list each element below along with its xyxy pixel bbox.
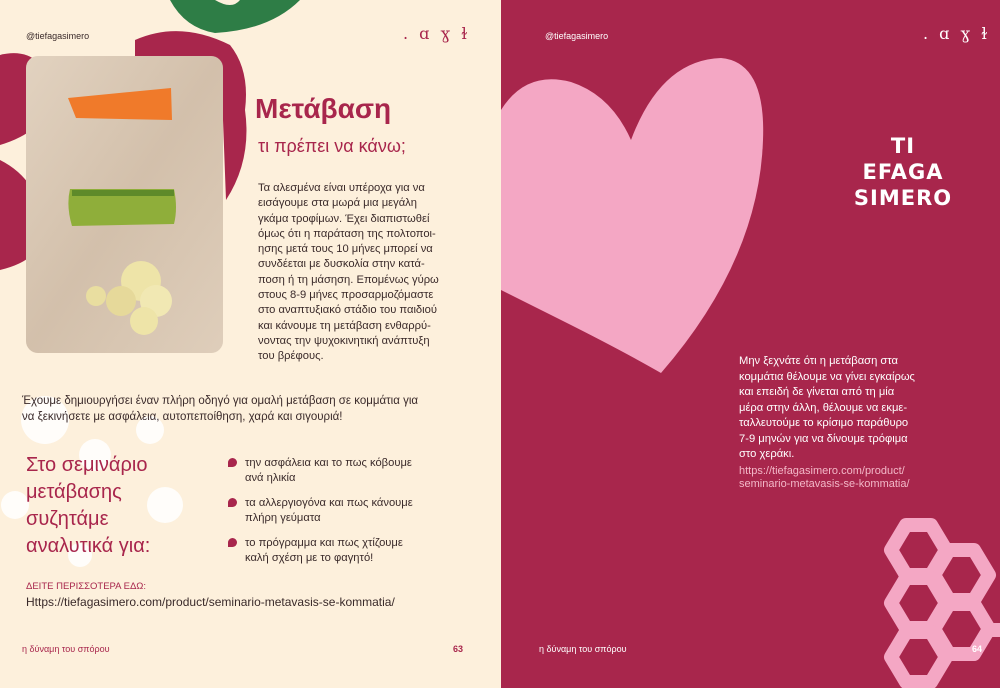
body-paragraph [258, 181, 476, 365]
cauliflower-part [106, 286, 136, 316]
product-link[interactable] [739, 465, 910, 491]
intro-line: Έχουμε δημιουργήσει έναν πλήρη οδηγό για ομαλή μετάβαση σε κομμάτια για [22, 395, 419, 407]
reminder-line: στο χεράκι. [739, 448, 795, 460]
bullet-leaf-icon [228, 498, 237, 507]
body-line: ησης μετά τους 10 μήνες μπορεί να [258, 243, 433, 256]
body-line: και κάνουμε τη μετάβαση ενθαρρύ- [258, 319, 431, 332]
brand-logo-line: EFAGA [862, 160, 944, 184]
list-item-line: την ασφάλεια και το πως κόβουμε [245, 457, 412, 469]
product-link-line[interactable]: https://tiefagasimero.com/product/ [739, 465, 905, 477]
body-line: Τα αλεσμένα είναι υπέροχα για να [258, 182, 425, 194]
list-item [228, 456, 478, 486]
list-item-text [245, 536, 403, 566]
social-handle: @tiefagasimero [545, 31, 609, 41]
reminder-line: ταλλευτούμε το κρίσιμο παράθυρο [739, 417, 909, 429]
page-number: 64 [972, 644, 983, 654]
brand-logo-line: TI [890, 134, 916, 158]
list-item [228, 536, 478, 566]
list-item-text [245, 456, 412, 486]
brand-logo-line: SIMERO [853, 186, 953, 210]
product-link-line[interactable]: seminario-metavasis-se-kommatia/ [739, 478, 910, 490]
seminar-heading-line: συζητάμε [26, 508, 109, 530]
seminar-heading [26, 452, 150, 560]
reminder-line: κομμάτια θέλουμε να γίνει εγκαίρως [739, 370, 915, 383]
page-title: Μετάβαση [255, 93, 392, 124]
social-handle: @tiefagasimero [26, 31, 90, 41]
body-line: νοντας την ψυχοκινητική ανάπτυξη [258, 334, 430, 347]
cauliflower-part [130, 307, 158, 335]
decorative-background [501, 0, 1000, 688]
body-line: στο αναπτυξιακό στάδιο του παιδιού [258, 304, 437, 317]
list-item-line: πλήρη γεύματα [245, 512, 321, 524]
heart-shape [501, 58, 763, 373]
page-footer: η δύναμη του σπόρου [539, 644, 627, 654]
body-line: στους 8-9 μήνες προσαρμοζόμαστε [258, 289, 434, 302]
seminar-heading-line: αναλυτικά για: [26, 535, 151, 557]
body-line: γκάμα τροφίμων. Έχει διαπιστωθεί [258, 212, 430, 225]
brand-mark-icon: . ɑ ɣ ɫ [923, 24, 991, 43]
honeycomb-shape [891, 525, 1000, 682]
seminar-heading-line: Στο σεμινάριο [26, 454, 148, 476]
dot-shape [147, 487, 183, 523]
page-subtitle: τι πρέπει να κάνω; [258, 136, 406, 156]
intro-line: να ξεκινήσετε με ασφάλεια, αυτοπεποίθηση, χαρά και σιγουριά! [22, 411, 343, 423]
reminder-line: 7-9 μηνών για να δίνουμε τρόφιμα [739, 432, 908, 445]
leaf-shape [170, 0, 300, 33]
intro-paragraph [22, 393, 462, 425]
cauliflower-part [86, 286, 106, 306]
right-page [501, 0, 1000, 688]
zucchini-skin [72, 190, 174, 196]
bullet-leaf-icon [228, 538, 237, 547]
body-line: εισάγουμε στα μωρά μια μεγάλη [258, 197, 418, 210]
brand-mark-icon: . ɑ ɣ ɫ [403, 24, 471, 43]
page-footer: η δύναμη του σπόρου [22, 644, 110, 654]
reminder-line: και επειδή δε γίνεται από τη μία [739, 386, 895, 398]
dot-shape [1, 491, 29, 519]
seminar-link[interactable]: Https://tiefagasimero.com/product/seminario-metavasis-se-kommatia/ [26, 595, 395, 609]
food-photo [26, 56, 223, 353]
brand-logo [853, 133, 953, 211]
body-line: συνδέεται με δυσκολία στην κατά- [258, 258, 425, 271]
bullet-leaf-icon [228, 458, 237, 467]
body-line: ποση ή τη μάσηση. Επομένως γύρω [258, 273, 439, 286]
list-item-line: τα αλλεργιογόνα και πως κάνουμε [245, 497, 413, 509]
reminder-line: Μην ξεχνάτε ότι η μετάβαση στα [739, 355, 899, 367]
food-photo-image [26, 56, 223, 353]
more-info-label: ΔΕΙΤΕ ΠΕΡΙΣΣΟΤΕΡΑ ΕΔΩ: [26, 581, 147, 592]
list-item-line: το πρόγραμμα και πως χτίζουμε [245, 537, 403, 549]
topic-list [228, 456, 478, 576]
list-item-text [245, 496, 413, 526]
body-line: όμως ότι η παράταση της πολτοποι- [258, 227, 436, 240]
list-item [228, 496, 478, 526]
hexagon-shape [891, 632, 946, 682]
body-line: του βρέφους. [258, 350, 324, 363]
list-item-line: ανά ηλικία [245, 472, 296, 484]
reminder-line: μέρα στην άλλη, θέλουμε να εκμε- [739, 401, 908, 414]
list-item-line: καλή σχέση με το φαγητό! [245, 552, 374, 564]
reminder-paragraph [739, 354, 959, 463]
seminar-heading-line: μετάβασης [26, 481, 122, 503]
page-number: 63 [453, 644, 464, 654]
